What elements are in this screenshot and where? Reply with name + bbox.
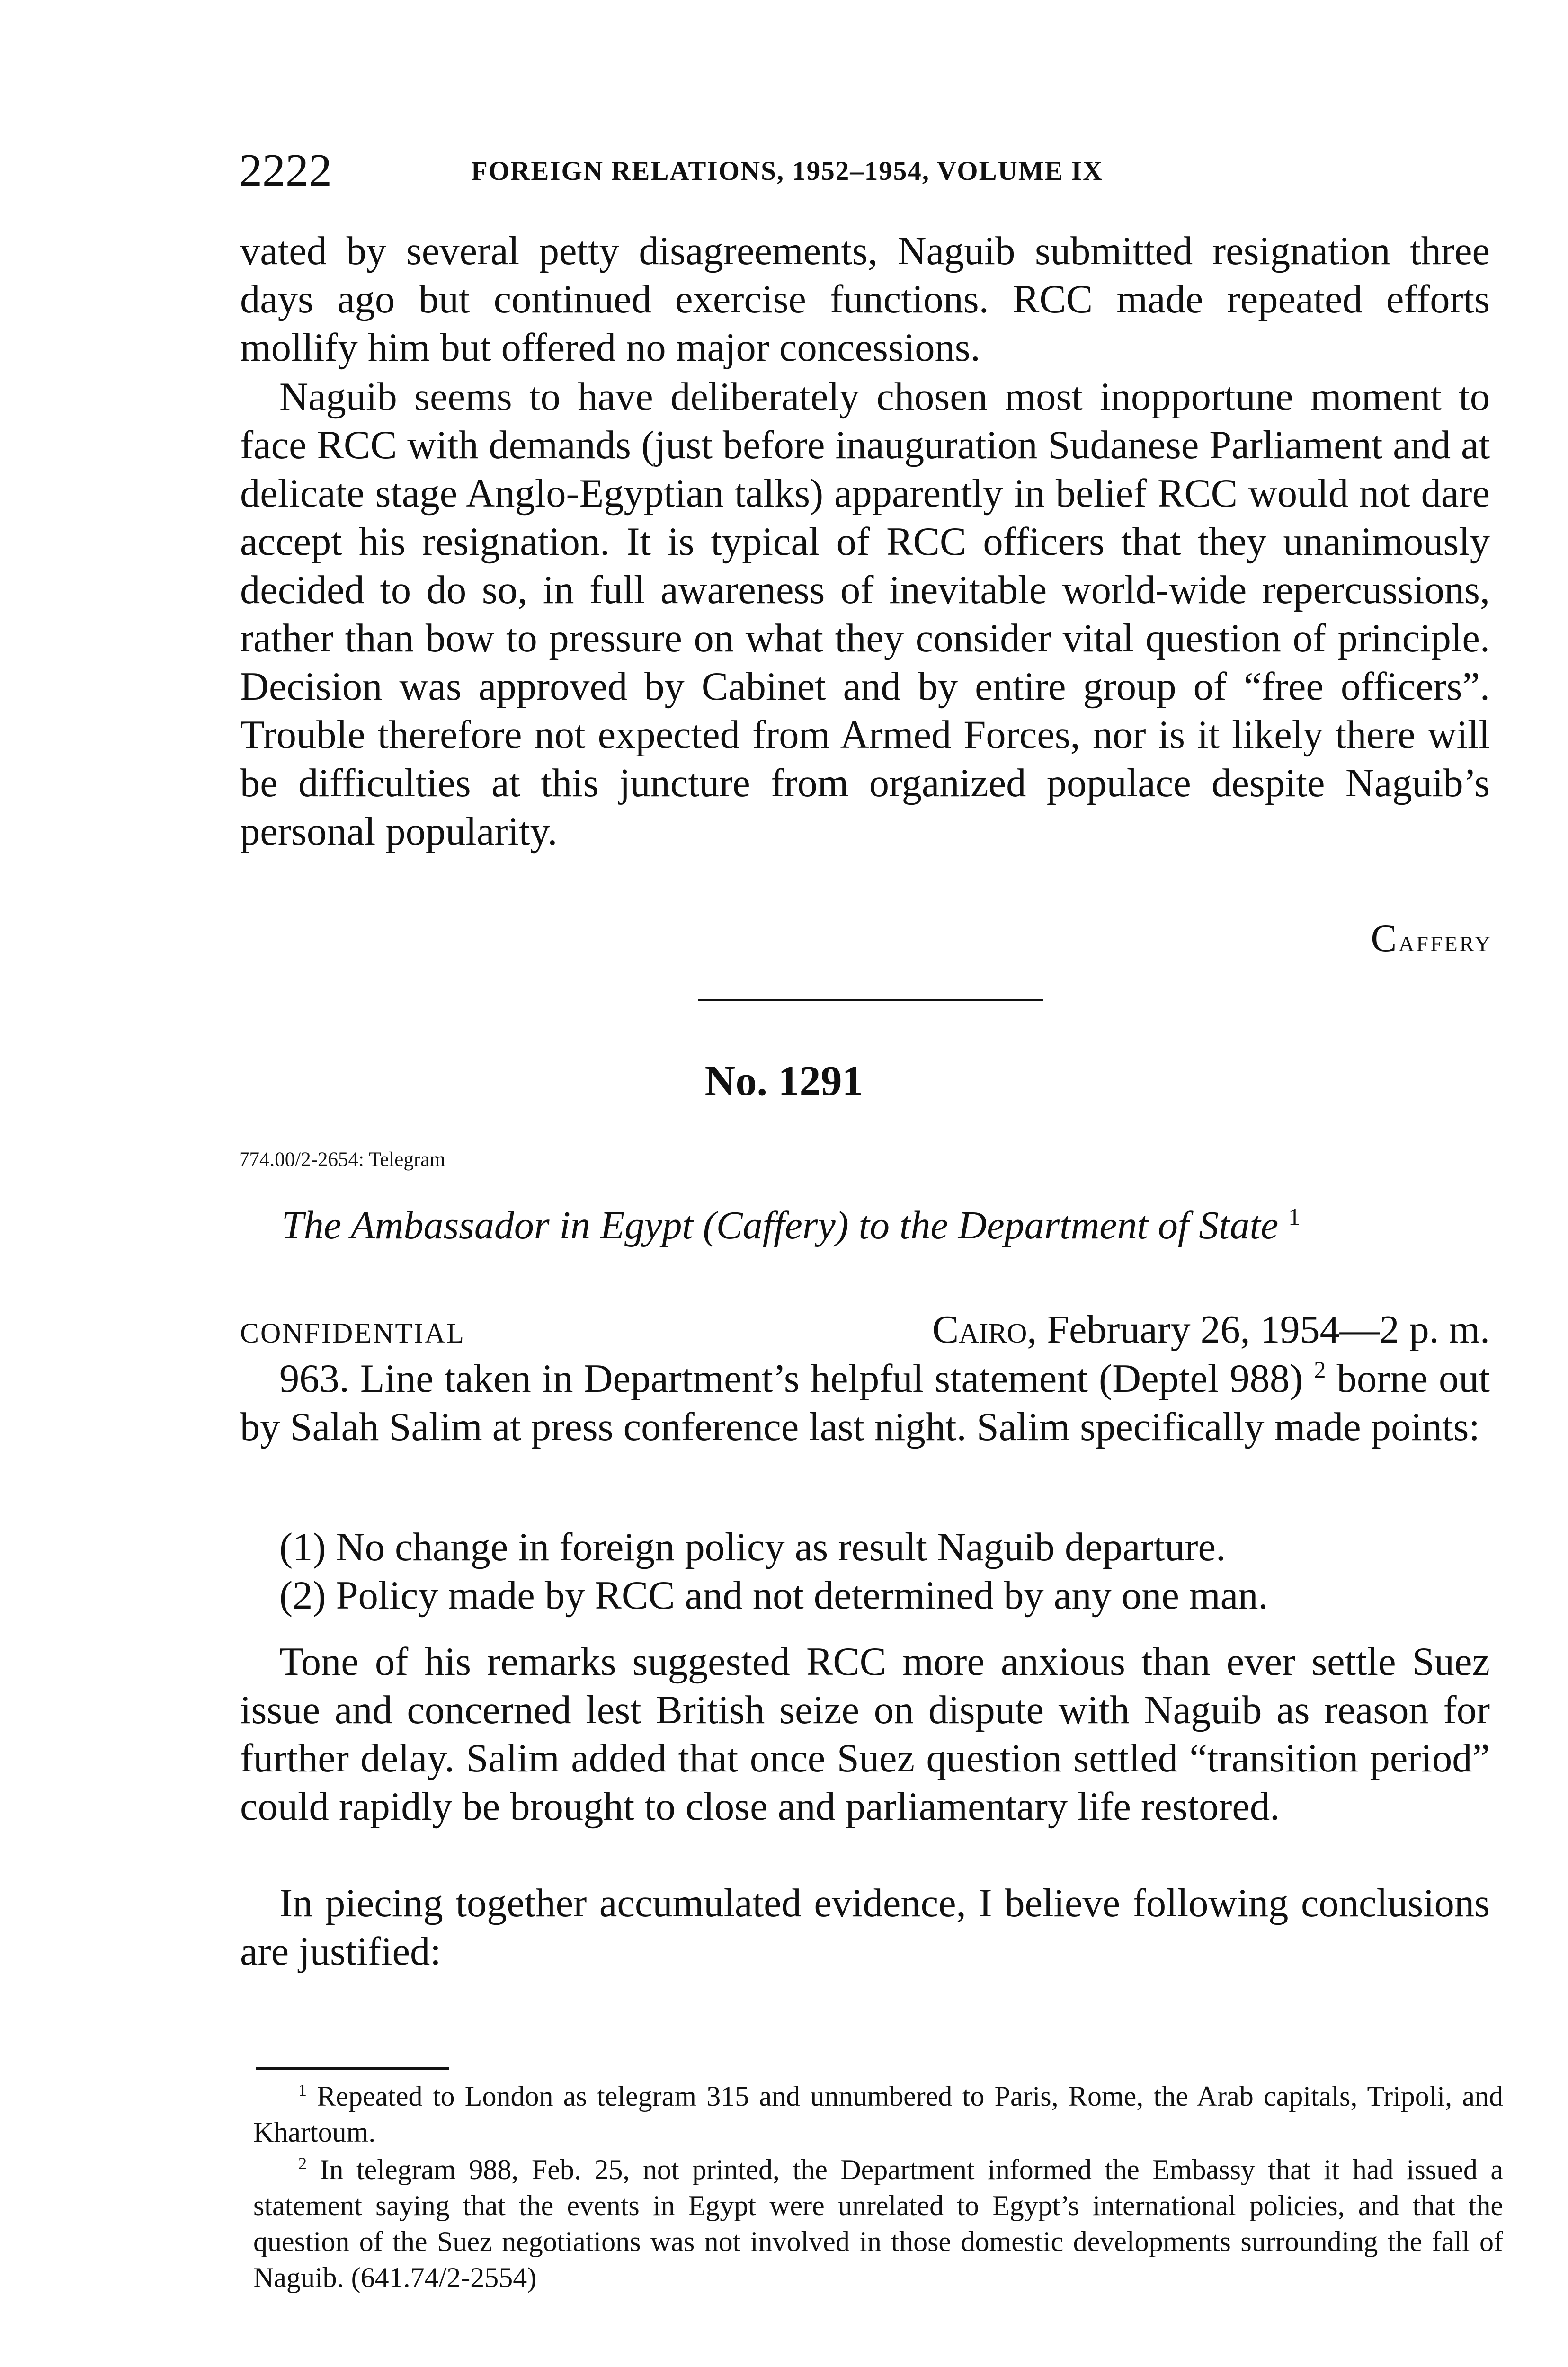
publication-title: FOREIGN RELATIONS, 1952–1954, VOLUME IX	[471, 156, 1104, 186]
classification-label: CONFIDENTIAL	[240, 1317, 465, 1349]
footnote-text: In telegram 988, Feb. 25, not printed, the Department informed the Embassy that it had issued a statement saying that the events in Egypt were unrelated to Egypt’s international policies, and that the question of the Suez negotiations was not involved in those domestic developments surrounding the fall of Naguib. (641.74/2-2554)	[253, 2154, 1504, 2293]
list-item: (1) No change in foreign policy as result Naguib departure.	[279, 1525, 1226, 1569]
list-item: (2) Policy made by RCC and not determined by any one man.	[279, 1574, 1268, 1618]
telegram-opening-text: 963. Line taken in Department’s helpful statement (Deptel 988)	[279, 1357, 1303, 1401]
document-number: No. 1291	[704, 1058, 864, 1104]
dateline	[932, 1307, 1490, 1353]
paragraph-continued: vated by several petty disagreements, Naguib submitted resignation three days ago but continued exercise functions. RCC made repeated efforts mollify him but offered no major concessions.	[240, 229, 1490, 370]
running-head	[239, 142, 1494, 199]
footnote-1	[253, 2078, 1503, 2150]
telegram-meta	[240, 1307, 1490, 1354]
paragraph-naguib-analysis: Naguib seems to have deliberately chosen most inopportune moment to face RCC with demands (just before inauguration Sudanese Parliament and at delicate stage Anglo-Egyptian talks) apparently in belief RCC would not dare accept his resignation. It is typical of RCC officers that they unanimously decided to do so, in full awareness of inevitable world-wide repercussions, rather than bow to pressure on what they consider vital question of principle. Decision was approved by Cabinet and by entire group of “free officers”. Trouble therefore not expected from Armed Forces, nor is it likely there will be difficulties at this juncture from organized populace despite Naguib’s personal popularity.	[240, 375, 1490, 854]
file-reference: 774.00/2-2654: Telegram	[239, 1148, 445, 1171]
document-heading-text: The Ambassador in Egypt (Caffery) to the Department of State	[282, 1203, 1279, 1247]
dateline-place: Cairo,	[932, 1308, 1037, 1352]
document-heading	[282, 1202, 1300, 1248]
footnote-marker: 1	[1288, 1203, 1301, 1230]
signature: Caffery	[1371, 917, 1492, 960]
paragraph-telegram-opening	[240, 1355, 1490, 1451]
footnote-marker: 2	[1314, 1356, 1326, 1383]
footnote-number: 2	[298, 2154, 307, 2173]
telegram-opening-continued: borne out by Salah Salim at press conference last night. Salim specifically made points:	[240, 1357, 1490, 1449]
dateline-date: February 26, 1954—2 p. m.	[1047, 1308, 1490, 1352]
section-divider	[698, 999, 1043, 1001]
points-list	[279, 1523, 1268, 1620]
footnote-number: 1	[298, 2081, 307, 2100]
footnote-divider	[256, 2067, 449, 2070]
footnote-2	[253, 2152, 1503, 2296]
paragraph-tone-remarks: Tone of his remarks suggested RCC more anxious than ever settle Suez issue and concerned lest British seize on dispute with Naguib as reason for further delay. Salim added that once Suez question settled “transition period” could rapidly be brought to close and parliamentary life restored.	[240, 1640, 1490, 1829]
page-number: 2222	[239, 145, 332, 196]
paragraph-conclusions: In piecing together accumulated evidence, I believe following conclusions are justified:	[240, 1881, 1490, 1974]
footnote-text: Repeated to London as telegram 315 and unnumbered to Paris, Rome, the Arab capitals, Tripoli, and Khartoum.	[253, 2081, 1504, 2148]
